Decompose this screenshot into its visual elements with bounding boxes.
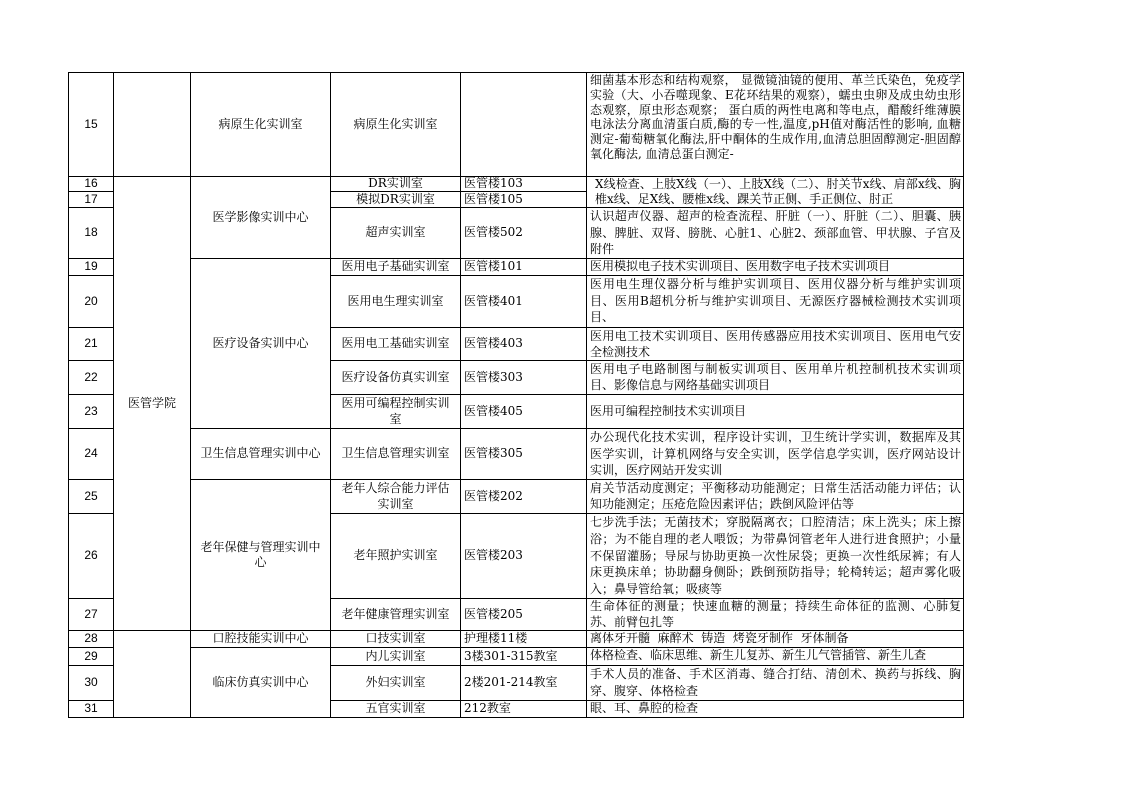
row-number: 21 [84, 336, 98, 351]
course-table [68, 72, 964, 718]
content-cell: 医用电工技术实训项目、医用传感器应用技术实训项目、医用电气安全检测技术 [590, 329, 961, 359]
location-cell: 3楼301-315教室 [464, 648, 558, 663]
room-cell: 医用电生理实训室 [347, 293, 444, 308]
room-cell: 内儿实训室 [365, 648, 426, 663]
center-cell: 医学影像实训中心 [212, 209, 309, 224]
location-cell: 医管楼403 [464, 336, 523, 351]
content-cell: 细菌基本形态和结构观察， 显微镜油镜的便用、革兰氏染色，免疫学实验（大、小吞噬现象、E花环结果的观察），蠕虫虫卵及成虫幼虫形态观察，原虫形态观察； 蛋白质的两性电离和等电点，醋酸纤维薄膜电泳法分离血清蛋白质,酶的专一性,温度,pH值对酶活性的影响, 血糖测定-葡萄糖氧化酶法,肝中酮体的生成作用,血清总胆固醇测定-胆固醇氧化酶法, 血清总蛋白测定- [590, 73, 961, 161]
content-cell: 体格检查、临床思维、新生儿复苏、新生儿气管插管、新生儿查 [590, 648, 927, 662]
row-number: 17 [84, 192, 98, 206]
content-cell: 离体牙开髓 麻醉术 铸造 烤瓷牙制作 牙体制备 [590, 631, 849, 645]
row-number: 25 [84, 488, 98, 503]
room-cell: 外妇实训室 [365, 675, 426, 690]
location-cell: 医管楼202 [464, 488, 523, 503]
row-number: 16 [84, 177, 98, 191]
room-cell: 卫生信息管理实训室 [341, 446, 450, 461]
content-cell: 医用模拟电子技术实训项目、医用数字电子技术实训项目 [590, 259, 891, 273]
row-number: 19 [84, 259, 98, 274]
content-cell: 医用电子电路制图与制板实训项目、医用单片机控制机技术实训项目、影像信息与网络基础实训项目 [590, 362, 961, 392]
location-cell: 医管楼101 [464, 259, 523, 274]
content-cell: X线检查、上肢X线（一）、上肢X线（二）、肘关节x线、肩部x线、胸椎x线、足X线、腰椎x线、踝关节正侧、手正侧位、肘正 [595, 177, 961, 206]
room-cell: 老年健康管理实训室 [341, 606, 450, 621]
room-cell: 医用可编程控制实训室 [341, 396, 450, 426]
content-cell: 肩关节活动度测定；平衡移动功能测定；日常生活活动能力评估；认知功能测定；压疮危险因素评估；跌倒风险评估等 [590, 481, 961, 511]
row-number: 28 [84, 631, 98, 646]
row-number: 26 [84, 548, 98, 563]
content-cell: 办公现代化技术实训，程序设计实训，卫生统计学实训，数据库及其医学实训，计算机网络与安全实训，医学信息学实训，医疗网站设计实训，医疗网站开发实训 [590, 430, 961, 477]
row-number: 20 [84, 293, 98, 308]
room-cell: 医疗设备仿真实训室 [341, 369, 450, 384]
center-cell: 口腔技能实训中心 [212, 631, 309, 646]
row-number: 27 [84, 606, 98, 621]
content-cell: 认识超声仪器、超声的检查流程、肝脏（一）、肝脏（二）、胆囊、胰腺、脾脏、双肾、膀胱、心脏1、心脏2、颈部血管、甲状腺、子宫及附件 [590, 209, 961, 256]
center-cell: 病原生化实训室 [218, 116, 303, 131]
row-number: 15 [84, 116, 98, 131]
row-number: 31 [84, 701, 98, 716]
content-cell: 七步洗手法；无菌技术；穿脱隔离衣；口腔清洁；床上洗头；床上擦浴；为不能自理的老人喂饭；为带鼻饲管老年人进行进食照护；小量不保留灌肠；导尿与协助更换一次性尿袋；更换一次性纸尿裤；有人床更换床单；协助翻身侧卧；跌倒预防指导；轮椅转运；超声雾化吸入；鼻导管给氧；吸痰等 [590, 515, 961, 597]
location-cell: 医管楼205 [464, 606, 523, 621]
content-cell: 手术人员的准备、手术区消毒、缝合打结、清创术、换药与拆线、胸穿、腹穿、体格检查 [590, 667, 961, 698]
row-number: 18 [84, 225, 98, 240]
room-cell: 口技实训室 [365, 631, 426, 646]
row-number: 24 [84, 446, 98, 461]
location-cell: 2楼201-214教室 [464, 675, 558, 690]
center-cell: 临床仿真实训中心 [212, 674, 309, 689]
location-cell: 医管楼303 [464, 369, 523, 384]
content-cell: 医用电生理仪器分析与维护实训项目、医用仪器分析与维护实训项目、医用B超机分析与维护实训项目、无源医疗器械检测技术实训项目、 [590, 277, 961, 324]
location-cell: 医管楼203 [464, 548, 523, 563]
college-cell: 医管学院 [127, 395, 176, 410]
room-cell: 模拟DR实训室 [356, 192, 435, 206]
room-cell: 老年照护实训室 [353, 548, 438, 563]
row-number: 23 [84, 403, 98, 418]
row-number: 22 [84, 369, 98, 384]
room-cell: 医用电子基础实训室 [341, 259, 450, 274]
location-cell: 医管楼103 [464, 177, 523, 191]
location-cell: 医管楼305 [464, 446, 523, 461]
content-cell: 眼、耳、鼻腔的检查 [590, 701, 699, 715]
room-cell: 医用电工基础实训室 [341, 336, 450, 351]
room-cell: 病原生化实训室 [353, 116, 438, 131]
location-cell: 医管楼401 [464, 293, 523, 308]
center-cell: 卫生信息管理实训中心 [200, 446, 321, 461]
location-cell: 212教室 [464, 701, 511, 716]
location-cell: 医管楼502 [464, 225, 523, 240]
content-cell: 医用可编程控制技术实训项目 [590, 403, 747, 418]
location-cell: 医管楼405 [464, 403, 523, 418]
room-cell: DR实训室 [368, 177, 423, 191]
room-cell: 老年人综合能力评估实训室 [341, 481, 450, 511]
content-cell: 生命体征的测量；快速血糖的测量；持续生命体征的监测、心肺复苏、前臂包扎等 [590, 599, 961, 629]
row-number: 30 [84, 675, 98, 690]
room-cell: 超声实训室 [365, 225, 426, 240]
room-cell: 五官实训室 [365, 701, 426, 716]
location-cell: 护理楼11楼 [464, 631, 528, 646]
row-number: 29 [84, 648, 98, 663]
center-cell: 老年保健与管理实训中心 [200, 539, 321, 569]
center-cell: 医疗设备实训中心 [212, 335, 309, 350]
location-cell: 医管楼105 [464, 192, 523, 206]
